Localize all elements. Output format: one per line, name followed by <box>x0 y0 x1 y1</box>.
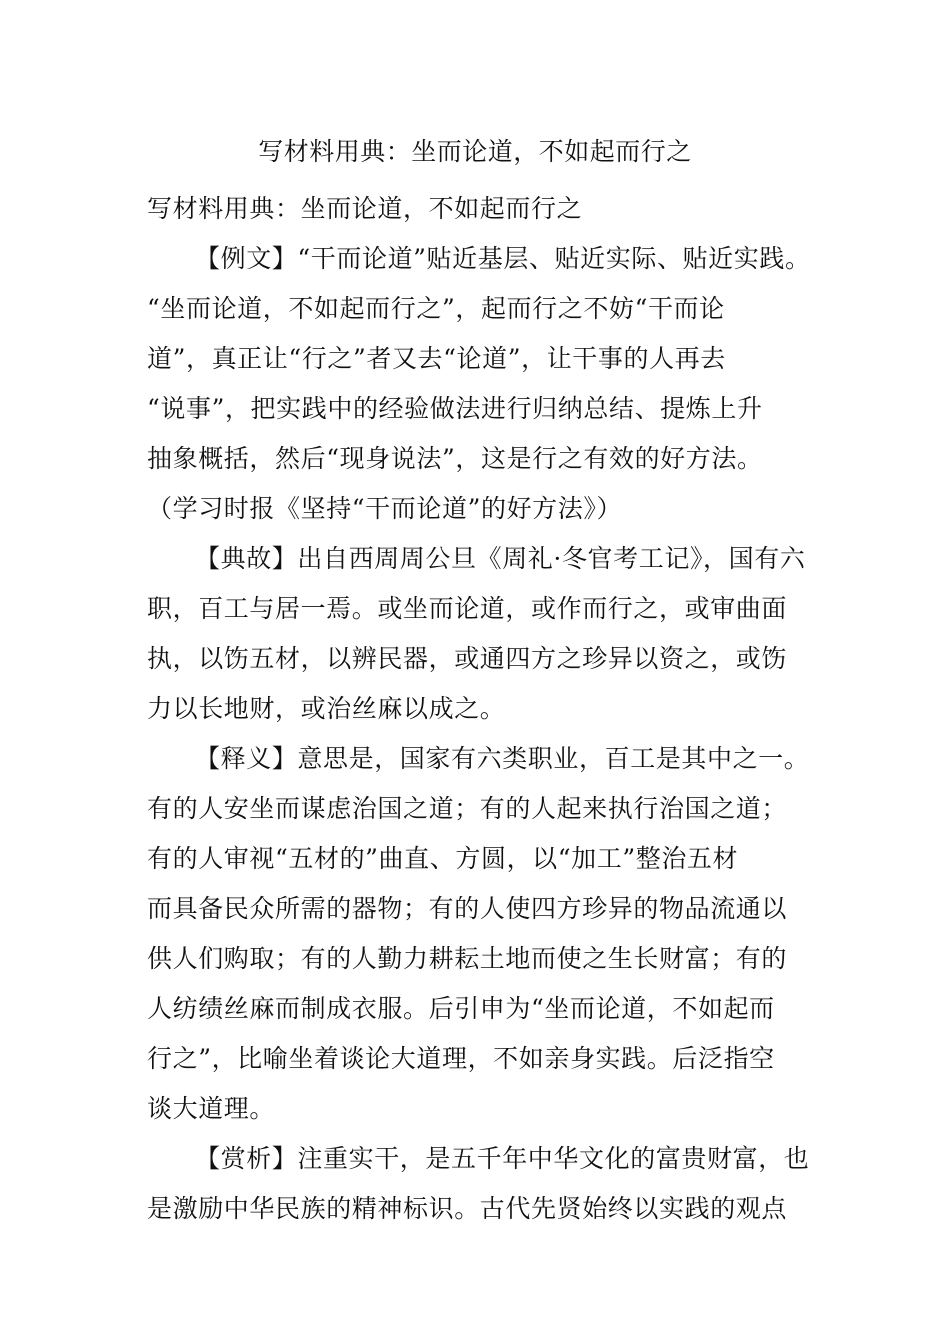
allusion-paragraph-line: 执，以饬五材，以辨民器，或通四方之珍异以资之，或饬 <box>147 644 788 673</box>
meaning-paragraph-line: 人纺绩丝麻而制成衣服。后引申为“坐而论道，不如起而 <box>147 994 775 1023</box>
subtitle-line: 写材料用典：坐而论道，不如起而行之 <box>147 194 583 223</box>
meaning-paragraph-line: 有的人审视“五材的”曲直、方圆，以“加工”整治五材 <box>147 844 739 873</box>
example-paragraph-line: 道”，真正让“行之”者又去“论道”，让干事的人再去 <box>147 344 726 373</box>
meaning-paragraph-line: 供人们购取；有的人勤力耕耘土地而使之生长财富；有的 <box>147 944 788 973</box>
document-body <box>147 184 812 1234</box>
appreciation-paragraph-line: 是激励中华民族的精神标识。古代先贤始终以实践的观点 <box>147 1194 788 1223</box>
example-paragraph-line: 【例文】“干而论道”贴近基层、贴近实际、贴近实践。 <box>195 244 811 273</box>
meaning-paragraph-line: 谈大道理。 <box>147 1094 276 1123</box>
meaning-paragraph-line: 行之”，比喻坐着谈论大道理，不如亲身实践。后泛指空 <box>147 1044 775 1073</box>
allusion-paragraph-line: 力以长地财，或治丝麻以成之。 <box>147 694 506 723</box>
meaning-paragraph-line: 有的人安坐而谋虑治国之道；有的人起来执行治国之道； <box>147 794 788 823</box>
allusion-paragraph-line: 【典故】出自西周周公旦《周礼·冬官考工记》，国有六 <box>195 544 806 573</box>
meaning-paragraph-line: 【释义】意思是，国家有六类职业，百工是其中之一。 <box>195 744 810 773</box>
example-paragraph-line: 抽象概括，然后“现身说法”，这是行之有效的好方法。 <box>147 444 763 473</box>
example-paragraph-line: “说事”，把实践中的经验做法进行归纳总结、提炼上升 <box>147 394 763 423</box>
meaning-paragraph-line: 而具备民众所需的器物；有的人使四方珍异的物品流通以 <box>147 894 788 923</box>
appreciation-paragraph-line: 【赏析】注重实干，是五千年中华文化的富贵财富，也 <box>195 1144 810 1173</box>
document-title: 写材料用典：坐而论道，不如起而行之 <box>258 137 692 166</box>
allusion-paragraph-line: 职，百工与居一焉。或坐而论道，或作而行之，或审曲面 <box>147 594 788 623</box>
example-paragraph-line: “坐而论道，不如起而行之”，起而行之不妨“干而论 <box>147 294 725 323</box>
example-source-line: （学习时报《坚持“干而论道”的好方法》） <box>147 494 623 523</box>
